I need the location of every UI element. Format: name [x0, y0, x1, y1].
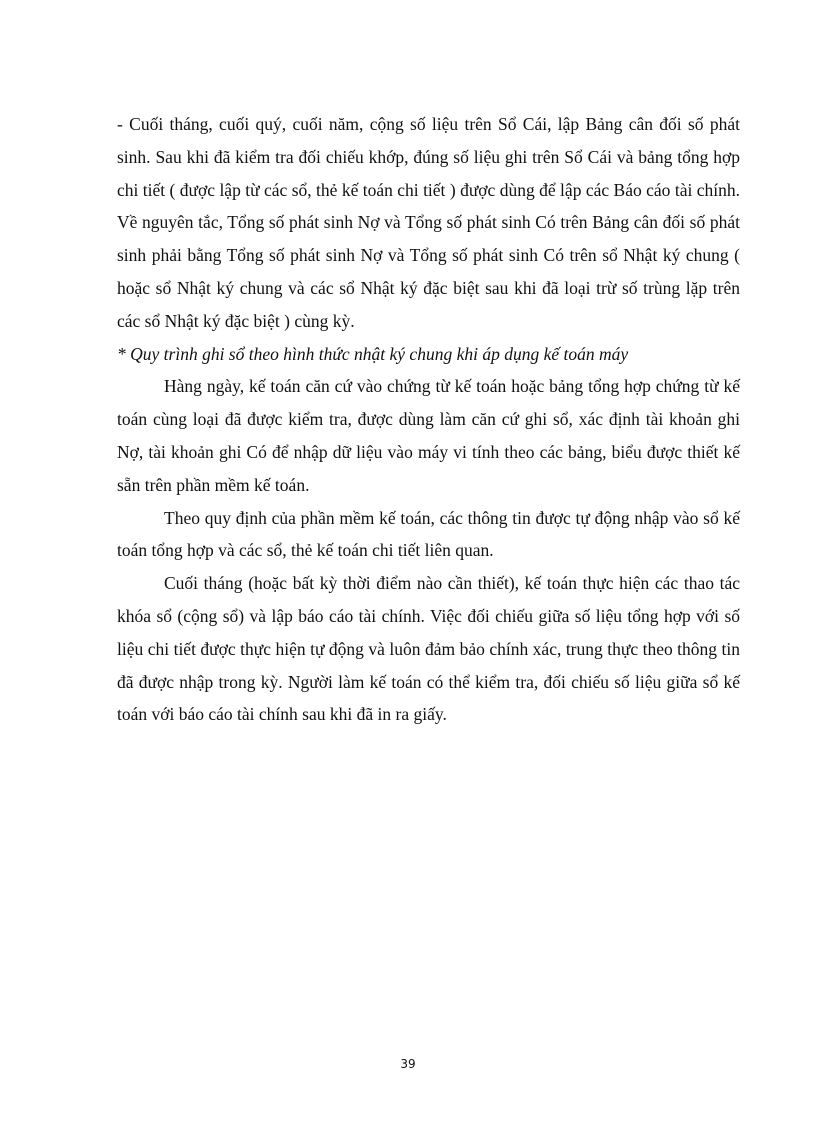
paragraph-daily-entry: Hàng ngày, kế toán căn cứ vào chứng từ kế toán hoặc bảng tổng hợp chứng từ kế toán cùng loại đã được kiểm tra, được dùng làm căn cứ ghi sổ, xác định tài khoản ghi Nợ, tài khoản ghi Có để nhập dữ liệu vào máy vi tính theo các bảng, biểu được thiết kế sẵn trên phần mềm kế toán. — [117, 376, 740, 495]
page-number: 39 — [400, 1057, 416, 1071]
paragraph-month-end-closing: - Cuối tháng, cuối quý, cuối năm, cộng số liệu trên Sổ Cái, lập Bảng cân đối số phát sinh. Sau khi đã kiểm tra đối chiếu khớp, đúng số liệu ghi trên Sổ Cái và bảng tổng hợp chi tiết ( được lập từ các sổ, thẻ kế toán chi tiết ) được dùng để lập các Báo cáo tài chính. Về nguyên tắc, Tổng số phát sinh Nợ và Tổng số phát sinh Có trên Bảng cân đối số phát sinh phải bằng Tổng số phát sinh Nợ và Tổng số phát sinh Có trên sổ Nhật ký chung ( hoặc sổ Nhật ký chung và các sổ Nhật ký đặc biệt sau khi đã loại trừ số trùng lặp trên các sổ Nhật ký đặc biệt ) cùng kỳ. — [117, 114, 740, 331]
section-heading-computerized-process: * Quy trình ghi sổ theo hình thức nhật ký chung khi áp dụng kế toán máy — [117, 343, 629, 364]
paragraph-period-end-reconciliation: Cuối tháng (hoặc bất kỳ thời điểm nào cần thiết), kế toán thực hiện các thao tác khóa sổ (cộng sổ) và lập báo cáo tài chính. Việc đối chiếu giữa số liệu tổng hợp với số liệu chi tiết được thực hiện tự động và luôn đảm bảo chính xác, trung thực theo thông tin đã được nhập trong kỳ. Người làm kế toán có thể kiểm tra, đối chiếu số liệu giữa sổ kế toán với báo cáo tài chính sau khi đã in ra giấy. — [117, 573, 740, 725]
body-text — [117, 108, 740, 731]
paragraph-software-rules: Theo quy định của phần mềm kế toán, các thông tin được tự động nhập vào sổ kế toán tổng hợp và các sổ, thẻ kế toán chi tiết liên quan. — [117, 507, 740, 561]
